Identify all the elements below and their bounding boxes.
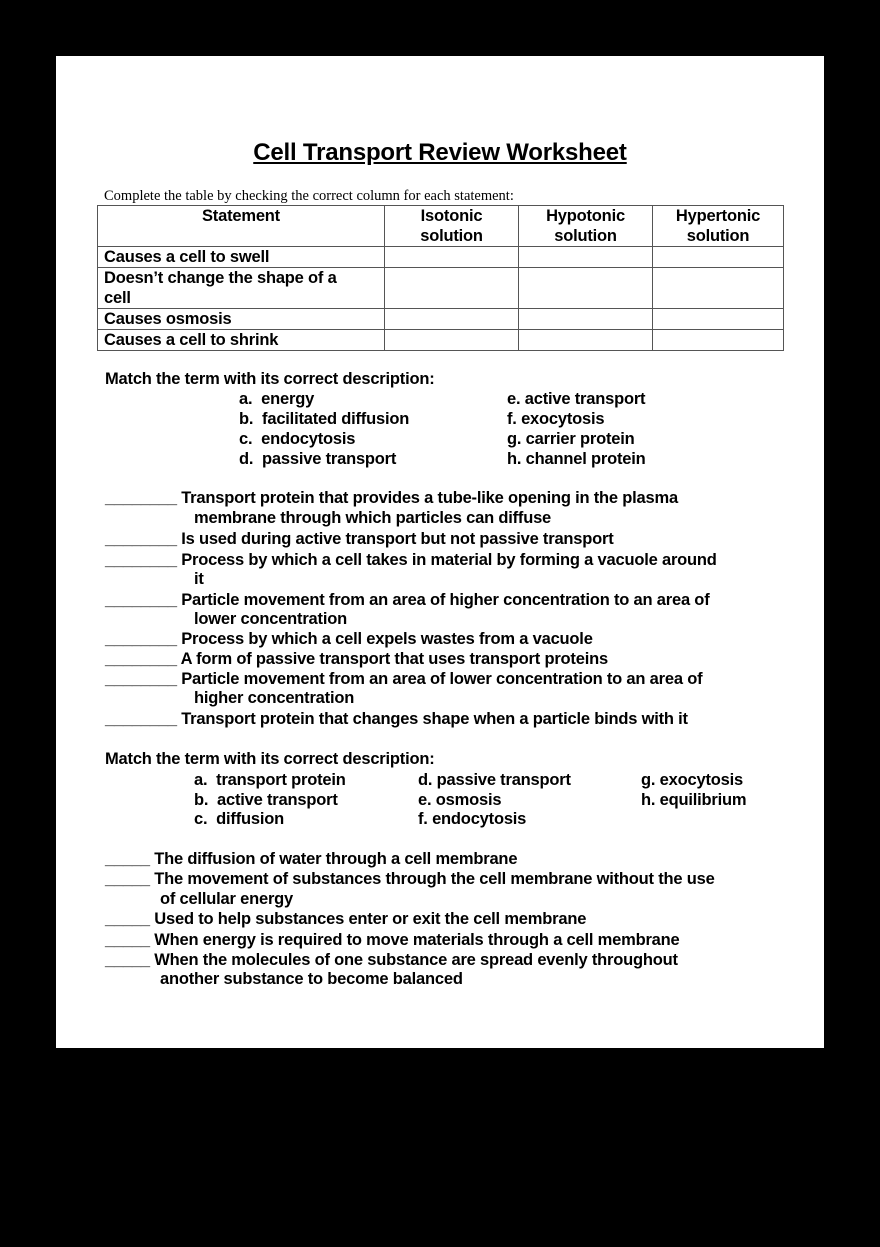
match2-item: _____ The movement of substances through the cell membrane without the use bbox=[105, 870, 715, 888]
match2-term-c: c. diffusion bbox=[194, 810, 285, 828]
statement-cell: Causes a cell to shrink bbox=[98, 330, 385, 351]
answer-blank[interactable]: _____ bbox=[105, 951, 150, 969]
match1-term-a: a. energy bbox=[239, 390, 315, 408]
hypertonic-check-cell[interactable] bbox=[653, 309, 784, 330]
header-hypertonic: Hypertonic solution bbox=[653, 206, 784, 247]
header-statement: Statement bbox=[98, 206, 385, 247]
statement-cell: Causes osmosis bbox=[98, 309, 385, 330]
worksheet-page bbox=[56, 56, 824, 1048]
match1-heading: Match the term with its correct description: bbox=[105, 370, 435, 388]
match1-term-h: h. channel protein bbox=[507, 450, 646, 468]
hypotonic-check-cell[interactable] bbox=[519, 330, 653, 351]
answer-blank[interactable]: ________ bbox=[105, 710, 177, 728]
table-instruction: Complete the table by checking the correct column for each statement: bbox=[104, 188, 514, 204]
answer-blank[interactable]: ________ bbox=[105, 670, 177, 688]
match2-item-continuation: of cellular energy bbox=[160, 890, 294, 908]
match1-item-continuation: higher concentration bbox=[194, 689, 355, 707]
match2-term-a: a. transport protein bbox=[194, 771, 346, 789]
match1-item-continuation: it bbox=[194, 570, 204, 588]
match1-item-continuation: lower concentration bbox=[194, 610, 347, 628]
match2-term-g: g. exocytosis bbox=[641, 771, 743, 789]
match2-item: _____ Used to help substances enter or exit the cell membrane bbox=[105, 910, 587, 928]
match1-term-b: b. facilitated diffusion bbox=[239, 410, 410, 428]
match1-item: ________ A form of passive transport that uses transport proteins bbox=[105, 650, 608, 668]
match2-term-h: h. equilibrium bbox=[641, 791, 747, 809]
hypertonic-check-cell[interactable] bbox=[653, 268, 784, 309]
match1-term-c: c. endocytosis bbox=[239, 430, 356, 448]
match1-item: ________ Transport protein that changes shape when a particle binds with it bbox=[105, 710, 688, 728]
isotonic-check-cell[interactable] bbox=[385, 268, 519, 309]
isotonic-check-cell[interactable] bbox=[385, 309, 519, 330]
match2-item: _____ When energy is required to move materials through a cell membrane bbox=[105, 931, 680, 949]
answer-blank[interactable]: ________ bbox=[105, 650, 177, 668]
match2-item: _____ The diffusion of water through a cell membrane bbox=[105, 850, 518, 868]
hypotonic-check-cell[interactable] bbox=[519, 247, 653, 268]
solution-table bbox=[97, 205, 784, 351]
match2-term-e: e. osmosis bbox=[418, 791, 502, 809]
hypotonic-check-cell[interactable] bbox=[519, 268, 653, 309]
match1-item: ________ Particle movement from an area of higher concentration to an area of bbox=[105, 591, 710, 609]
table-row bbox=[98, 268, 784, 309]
answer-blank[interactable]: ________ bbox=[105, 530, 177, 548]
match1-term-e: e. active transport bbox=[507, 390, 646, 408]
table-row bbox=[98, 247, 784, 268]
answer-blank[interactable]: ________ bbox=[105, 591, 177, 609]
match2-item: _____ When the molecules of one substance are spread evenly throughout bbox=[105, 951, 678, 969]
match1-term-g: g. carrier protein bbox=[507, 430, 635, 448]
match1-item-continuation: membrane through which particles can diffuse bbox=[194, 509, 552, 527]
answer-blank[interactable]: ________ bbox=[105, 489, 177, 507]
table-row bbox=[98, 330, 784, 351]
isotonic-check-cell[interactable] bbox=[385, 247, 519, 268]
match2-item-continuation: another substance to become balanced bbox=[160, 970, 463, 988]
statement-cell: Causes a cell to swell bbox=[98, 247, 385, 268]
match1-term-d: d. passive transport bbox=[239, 450, 397, 468]
hypotonic-check-cell[interactable] bbox=[519, 309, 653, 330]
worksheet-title: Cell Transport Review Worksheet bbox=[253, 139, 627, 166]
match1-item: ________ Process by which a cell expels wastes from a vacuole bbox=[105, 630, 593, 648]
match1-item: ________ Particle movement from an area of lower concentration to an area of bbox=[105, 670, 703, 688]
match2-term-b: b. active transport bbox=[194, 791, 338, 809]
table-header-row bbox=[98, 206, 784, 247]
isotonic-check-cell[interactable] bbox=[385, 330, 519, 351]
match1-item: ________ Transport protein that provides a tube-like opening in the plasma bbox=[105, 489, 678, 507]
answer-blank[interactable]: _____ bbox=[105, 910, 150, 928]
header-isotonic: Isotonic solution bbox=[385, 206, 519, 247]
statement-cell: Doesn’t change the shape of a cell bbox=[98, 268, 385, 309]
answer-blank[interactable]: _____ bbox=[105, 870, 150, 888]
match2-term-d: d. passive transport bbox=[418, 771, 571, 789]
match1-term-f: f. exocytosis bbox=[507, 410, 605, 428]
match1-item: ________ Is used during active transport but not passive transport bbox=[105, 530, 614, 548]
hypertonic-check-cell[interactable] bbox=[653, 330, 784, 351]
match2-term-f: f. endocytosis bbox=[418, 810, 527, 828]
answer-blank[interactable]: _____ bbox=[105, 850, 150, 868]
match1-item: ________ Process by which a cell takes in material by forming a vacuole around bbox=[105, 551, 717, 569]
table-row bbox=[98, 309, 784, 330]
answer-blank[interactable]: ________ bbox=[105, 551, 177, 569]
answer-blank[interactable]: _____ bbox=[105, 931, 150, 949]
header-hypotonic: Hypotonic solution bbox=[519, 206, 653, 247]
match2-heading: Match the term with its correct description: bbox=[105, 750, 435, 768]
answer-blank[interactable]: ________ bbox=[105, 630, 177, 648]
hypertonic-check-cell[interactable] bbox=[653, 247, 784, 268]
